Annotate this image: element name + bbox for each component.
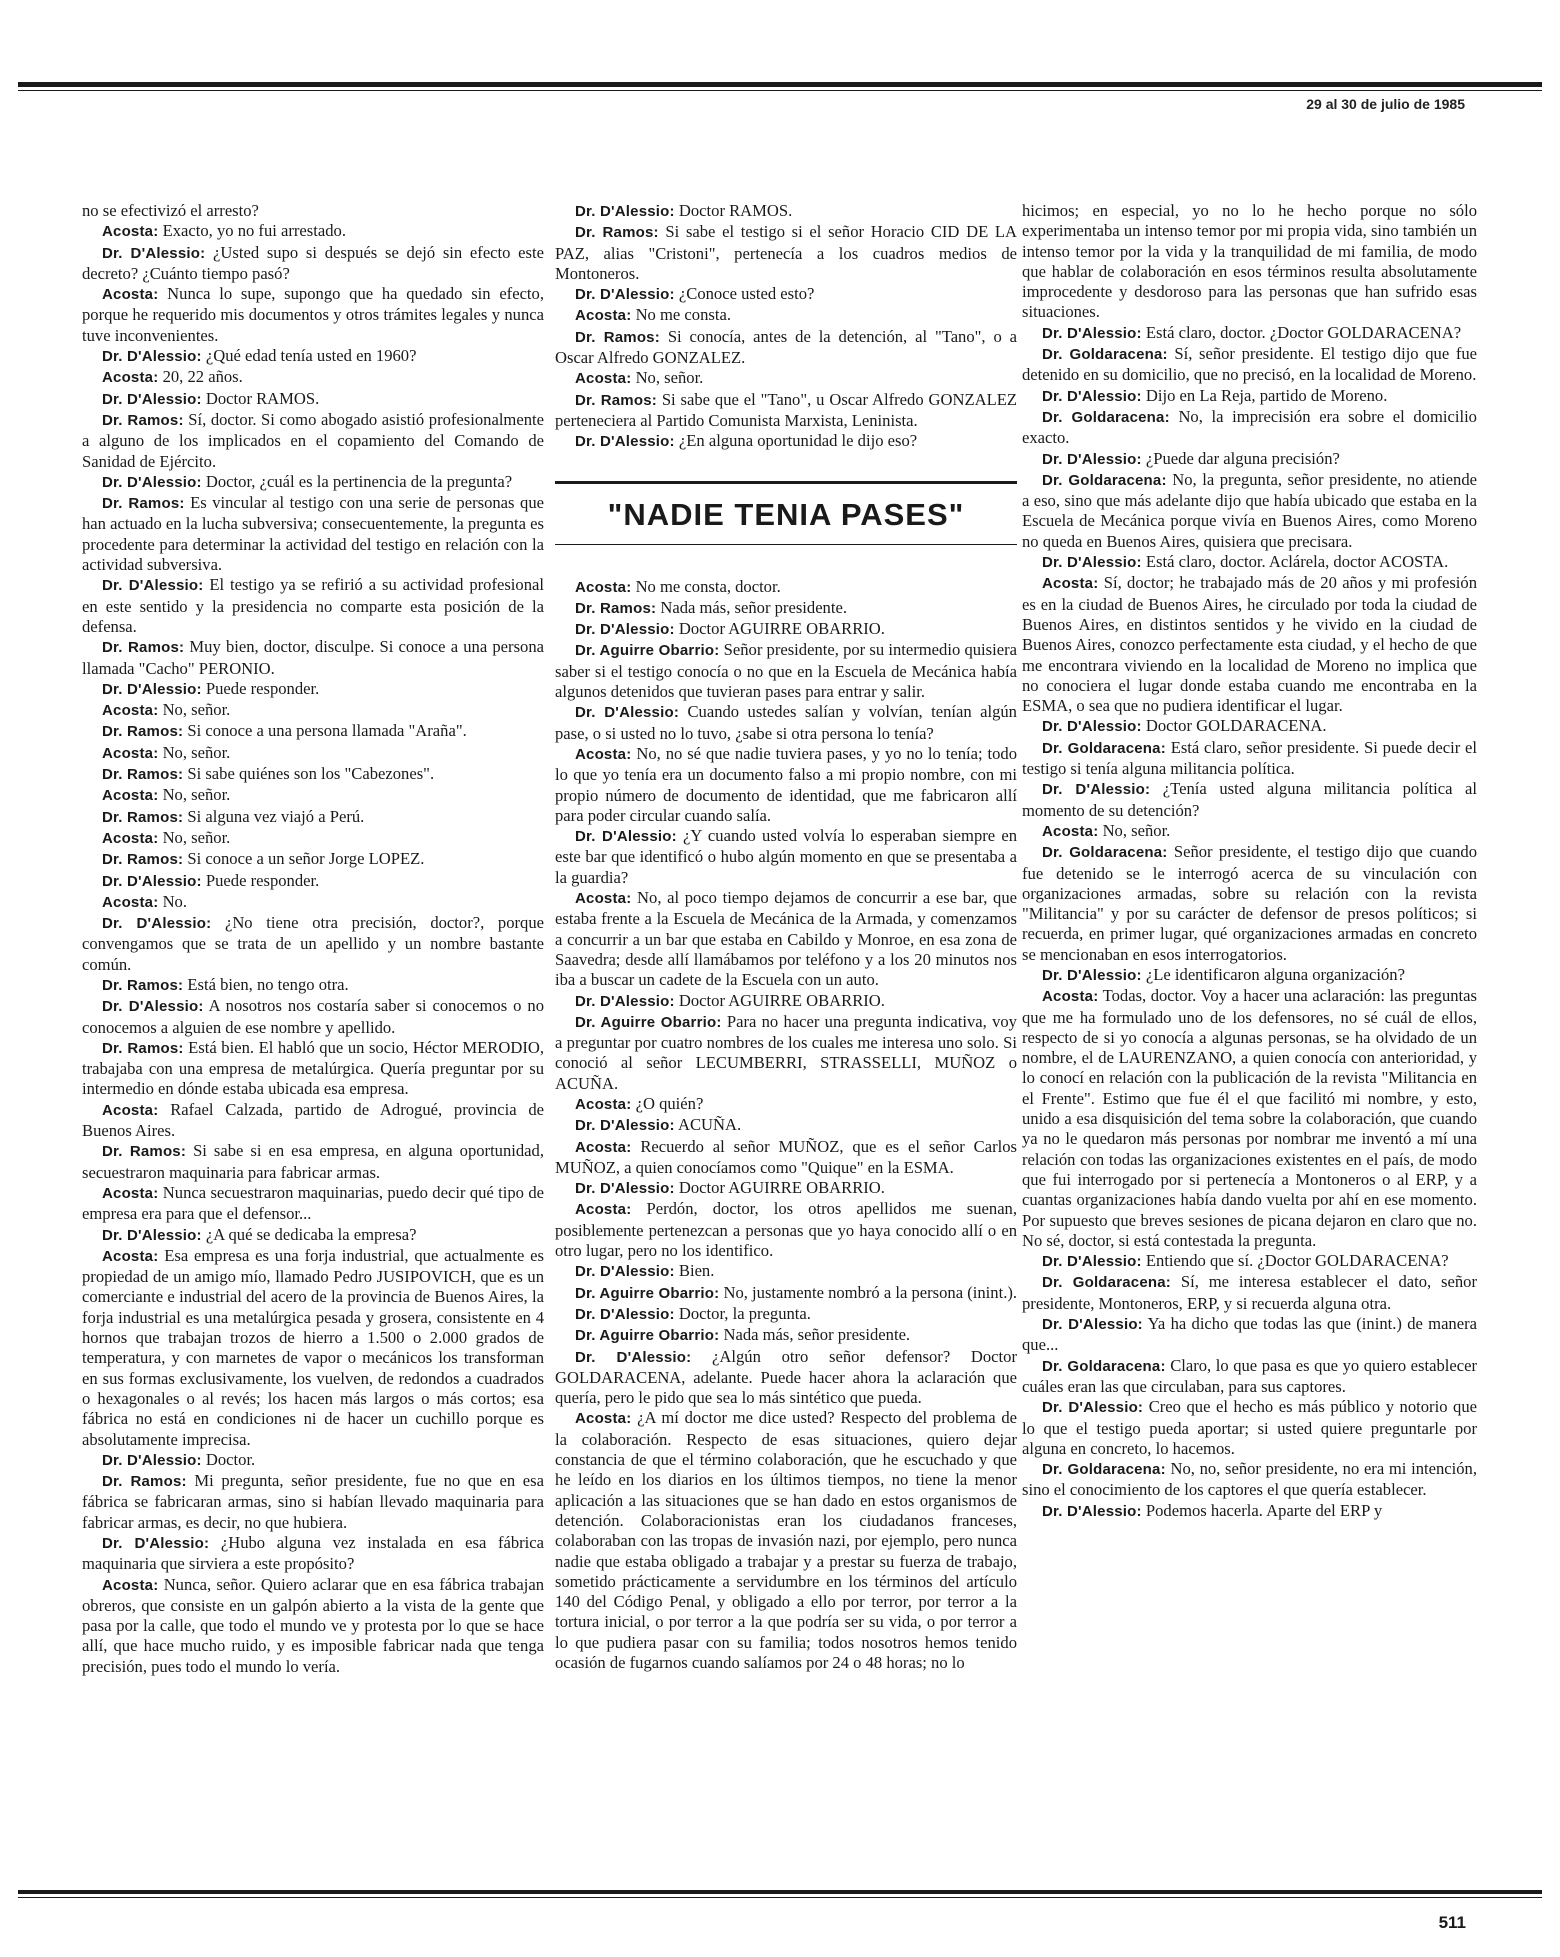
section-headline: "NADIE TENIA PASES" (607, 496, 965, 532)
transcript-paragraph (82, 1246, 544, 1450)
speaker-label: Dr. D'Alessio: (575, 621, 675, 639)
speech-text: Sí, me interesa establecer el dato, señor presidente, Montoneros, ERP, y si recuerda alguna otra. (1022, 1272, 1477, 1313)
speaker-label: Acosta: (102, 1576, 159, 1594)
speaker-label: Dr. D'Alessio: (102, 390, 202, 408)
speaker-label: Dr. Ramos: (102, 976, 184, 994)
transcript-paragraph (1022, 1356, 1477, 1398)
transcript-paragraph (1022, 573, 1477, 716)
transcript-paragraph (82, 1183, 544, 1225)
speaker-label: Dr. Ramos: (575, 328, 660, 346)
header-rule (18, 82, 1542, 87)
speech-text: Entiendo que sí. ¿Doctor GOLDARACENA? (1145, 1251, 1449, 1271)
speaker-label: Acosta: (102, 1101, 159, 1119)
speech-text: No, señor. (162, 700, 231, 720)
transcript-paragraph (555, 431, 1017, 452)
transcript-paragraph (1022, 1459, 1477, 1501)
speaker-label: Dr. D'Alessio: (575, 1117, 675, 1135)
transcript-paragraph (82, 1100, 544, 1142)
transcript-paragraph (82, 367, 544, 388)
transcript-paragraph (82, 1141, 544, 1183)
transcript-paragraph (555, 640, 1017, 702)
speech-text: ¿En alguna oportunidad le dijo eso? (678, 431, 918, 451)
footer-rule-thin (18, 1897, 1542, 1898)
speech-text: Claro, lo que pasa es que yo quiero establecer cuáles eran las que circulaban, para sus captores. (1022, 1355, 1477, 1396)
speaker-label: Acosta: (102, 223, 159, 241)
transcript-paragraph (1022, 965, 1477, 986)
section-headline-box (555, 481, 1017, 545)
transcript-paragraph (1022, 201, 1477, 323)
speaker-label: Dr. Ramos: (102, 851, 184, 869)
transcript-paragraph (82, 975, 544, 996)
transcript-paragraph (82, 575, 544, 637)
speaker-label: Dr. Ramos: (102, 1039, 184, 1057)
footer-rule (18, 1890, 1542, 1894)
speech-text: ¿O quién? (635, 1093, 704, 1113)
speech-text: No, señor. (1102, 820, 1171, 840)
speaker-label: Dr. D'Alessio: (1042, 1253, 1142, 1271)
transcript-paragraph (82, 849, 544, 870)
speech-text: Puede responder. (205, 870, 320, 890)
speaker-label: Acosta: (102, 1247, 159, 1265)
speech-text: Rafael Calzada, partido de Adrogué, provincia de Buenos Aires. (82, 1099, 544, 1141)
speech-text: Para no hacer una pregunta indicativa, voy a preguntar por cuatro nombres de los cuales me interesa uno solo. Si conoció al señor LECUMBERRI, STRASSELLI, MUÑOZ o ACUÑA. (555, 1011, 1017, 1093)
speech-text: Si conoce a una persona llamada "Araña". (187, 721, 467, 741)
speech-text: Si conocía, antes de la detención, al "Tano", o a Oscar Alfredo GONZALEZ. (555, 326, 1017, 368)
speaker-label: Dr. D'Alessio: (1042, 966, 1142, 984)
transcript-paragraph (1022, 716, 1477, 737)
transcript-paragraph (82, 472, 544, 493)
speaker-label: Dr. Goldaracena: (1042, 1274, 1171, 1292)
speech-text: ¿Hubo alguna vez instalada en esa fábrica maquinaria que sirviera a este propósito? (82, 1533, 544, 1574)
speaker-label: Dr. Goldaracena: (1042, 739, 1166, 757)
transcript-paragraph (555, 888, 1017, 990)
transcript-paragraph (1022, 344, 1477, 386)
speech-text: No, la pregunta, señor presidente, no atiende a eso, sino que más adelante dijo que había ubicado que estaba en la Escuela de Mecánica porque vivía en Buenos Aires, como Moreno no queda en Buenos Aires, quisiera que precisara. (1022, 469, 1477, 551)
transcript-paragraph (1022, 842, 1477, 965)
speaker-label: Dr. Ramos: (102, 495, 185, 513)
speaker-label: Dr. D'Alessio: (102, 577, 204, 595)
speaker-label: Acosta: (575, 1410, 632, 1428)
speech-text: ¿Le identificaron alguna organización? (1145, 964, 1405, 984)
transcript-paragraph (555, 991, 1017, 1012)
speech-text: No, la imprecisión era sobre el domicilio exacto. (1022, 406, 1477, 448)
speech-text: Sí, doctor. Si como abogado asistió profesionalmente a alguno de los implicados en el copamiento del Comando de Sanidad de Ejército. (82, 409, 544, 471)
speech-text: No, señor. (162, 785, 231, 805)
header-rule-thin (18, 90, 1542, 91)
speaker-label: Dr. Goldaracena: (1042, 346, 1168, 364)
transcript-paragraph (555, 368, 1017, 389)
transcript-paragraph (1022, 1314, 1477, 1356)
transcript-paragraph (555, 577, 1017, 598)
speech-text: Doctor AGUIRRE OBARRIO. (678, 1178, 885, 1198)
transcript-paragraph (82, 243, 544, 285)
speech-text: No, no sé que nadie tuviera pases, y yo no lo tenía; todo lo que yo tenía era un documento falso a mi propio nombre, con mi propio número de documento de identidad, que me fabricaron allí para poder circular cuando salía. (555, 743, 1017, 825)
transcript-paragraph (555, 284, 1017, 305)
speaker-label: Dr. D'Alessio: (575, 828, 677, 846)
speaker-label: Dr. Ramos: (102, 766, 184, 784)
speech-text: Podemos hacerla. Aparte del ERP y (1145, 1500, 1383, 1520)
transcript-paragraph (555, 1137, 1017, 1179)
transcript-paragraph (1022, 986, 1477, 1251)
speech-text: Exacto, yo no fui arrestado. (162, 221, 346, 241)
transcript-paragraph (1022, 1501, 1477, 1522)
speaker-label: Dr. Ramos: (575, 224, 659, 242)
transcript-paragraph (555, 327, 1017, 369)
transcript-paragraph (82, 721, 544, 742)
speaker-label: Acosta: (1042, 575, 1099, 593)
speaker-label: Dr. Ramos: (575, 391, 657, 409)
speech-text: Creo que el hecho es más público y notorio que lo que el testigo pueda aportar; si usted quiere preguntarle por alguna en concreto, lo hacemos. (1022, 1397, 1477, 1458)
speech-text: No, no, señor presidente, no era mi intención, sino el conocimiento de los captores el que quería establecer. (1022, 1459, 1477, 1500)
transcript-paragraph (82, 1450, 544, 1471)
speaker-label: Dr. Ramos: (102, 723, 184, 741)
speech-text: Nunca, señor. Quiero aclarar que en esa fábrica trabajan obreros, que consiste en un galpón abierto a la vista de la gente que pasa por la calle, que todo el mundo ve y protesta por lo que se hace allí, que hace mucho ruido, y es imposible fabricar nada que tenga precisión, pues todo el mundo lo vería. (82, 1574, 544, 1676)
speaker-label: Dr. D'Alessio: (102, 915, 212, 933)
speaker-label: Dr. D'Alessio: (102, 1535, 210, 1552)
transcript-paragraph (82, 221, 544, 242)
speech-text: No, señor. (162, 827, 231, 847)
speaker-label: Dr. Aguirre Obarrio: (575, 642, 720, 660)
speech-text: ¿A mí doctor me dice usted? Respecto del problema de la colaboración. Respecto de esas situaciones, quiero dejar constancia de que el término colaboración, que he escuchado y que he leído en los diarios en los últimos tiempos, no tiene la menor aplicación a las situaciones que se han dado en estos organismos de detención. Colaboracionistas eran los ciudadanos franceses, colaboraban con las tropas de invasión nazi, por ejemplo, pero nunca nadie que estaba obligado a trabajar y a prestar su fuerza de trabajo, sometido prácticamente a servidumbre en los términos del artículo 140 del Código Penal, y obligado a ello por terror, por terror a la tortura inicial, o por terror a la que podría ser su vida, o por terror a lo que pudiera pasar con su familia; todos nosotros hemos tenido ocasión de fugarnos cuando salíamos por 24 o 48 horas; no lo (555, 1408, 1017, 1672)
speaker-label: Acosta: (575, 307, 632, 325)
speech-text: Sí, doctor; he trabajado más de 20 años y mi profesión es en la ciudad de Buenos Aires, he circulado por toda la ciudad de Buenos Aires, en distintos sentidos y he vivido en la ciudad de Buenos Aires, conozco perfectamente esta ciudad, y el hecho de que me encontrara viviendo en la localidad de Moreno no implica que no conociera el lugar donde estaba cuando me encontraba en la ESMA, o sea que no pudiera identificar el lugar. (1022, 573, 1477, 716)
speaker-label: Acosta: (102, 893, 159, 911)
speech-text: ¿Puede dar alguna precisión? (1145, 448, 1340, 468)
transcript-paragraph (82, 1225, 544, 1246)
speaker-label: Dr. D'Alessio: (102, 872, 202, 890)
transcript-paragraph (82, 892, 544, 913)
column-2-top (555, 201, 1017, 453)
transcript-paragraph (82, 1038, 544, 1100)
speaker-label: Acosta: (575, 578, 632, 596)
speaker-label: Dr. Goldaracena: (1042, 1461, 1166, 1479)
transcript-paragraph (82, 679, 544, 700)
transcript-paragraph (555, 1325, 1017, 1346)
speaker-label: Dr. Ramos: (102, 1473, 187, 1491)
speaker-label: Acosta: (102, 286, 159, 304)
speech-text: Doctor AGUIRRE OBARRIO. (678, 990, 885, 1010)
speech-text: ¿Qué edad tenía usted en 1960? (205, 346, 417, 366)
speech-text: Si sabe quiénes son los "Cabezones". (187, 764, 435, 784)
transcript-paragraph (82, 828, 544, 849)
speaker-label: Acosta: (575, 890, 632, 908)
speaker-label: Acosta: (102, 702, 159, 720)
speech-text: Doctor AGUIRRE OBARRIO. (678, 619, 885, 639)
headline-rule-bottom (555, 544, 1017, 545)
transcript-paragraph (555, 1012, 1017, 1094)
speech-text: A nosotros nos costaría saber si conocemos o no conocemos a alguien de ese nombre y apellido. (82, 996, 544, 1037)
speaker-label: Dr. Ramos: (102, 1143, 187, 1161)
speaker-label: Dr. D'Alessio: (575, 1263, 675, 1281)
speech-text: Nunca lo supe, supongo que ha quedado sin efecto, porque he requerido mis documentos y otros trámites legales y nunca tuve inconvenientes. (82, 284, 544, 345)
speech-text: Todas, doctor. Voy a hacer una aclaración: las preguntas que me ha formulado uno de los defensores, no sé cuál de ellos, respecto de si yo conocía a algunas personas, se ha olvidado de un nombre, el de LAURENZANO, a quien conocía con anterioridad, y lo conocí en relación con la publicación de la revista "Militancia en el Frente". Estimo que fue él el que facilitó mi nombre, y esto, unido a esa disquisición del tema sobre la colaboración, que cuando ya no le quedaron más personas por nombrar me inventó a mí una relación con todas las organizaciones existentes en el país, de modo que fui interrogado por si pertenecía a Montoneros o al ERP, y a cuantas organizaciones había dando vuelta por ahí en ese momento. Por supuesto que breves sesiones de picana dejaron en claro que no. No sé, doctor, si está contestada la pregunta. (1022, 986, 1477, 1250)
speech-text: Está bien, no tengo otra. (187, 974, 349, 994)
transcript-paragraph (1022, 407, 1477, 449)
speech-text: Está bien. El habló que un socio, Héctor MERODIO, trabajaba con una empresa de metalúrgica. Quería preguntar por su intermedio en dónde estaba ubicada esa empresa. (82, 1037, 544, 1099)
column-1 (82, 201, 544, 1677)
speech-text: Si conoce a un señor Jorge LOPEZ. (187, 849, 425, 869)
speaker-label: Dr. Goldaracena: (1042, 408, 1170, 426)
transcript-paragraph (555, 1408, 1017, 1673)
speaker-label: Acosta: (1042, 988, 1099, 1006)
speech-text: Si alguna vez viajó a Perú. (187, 806, 365, 826)
transcript-paragraph (82, 346, 544, 367)
transcript-paragraph (1022, 1272, 1477, 1314)
speech-text: ACUÑA. (677, 1115, 742, 1135)
speech-text: No. (162, 891, 188, 911)
speech-text: Doctor RAMOS. (205, 388, 320, 408)
speech-text: Dijo en La Reja, partido de Moreno. (1145, 385, 1388, 405)
speech-text: Es vincular al testigo con una serie de personas que han actuado en la lucha subversiva; consecuentemente, la pregunta es procedente para determinar la actividad del testigo en relación con la actividad subversiva. (82, 493, 544, 575)
transcript-paragraph (82, 1471, 544, 1533)
speech-text: El testigo ya se refirió a su actividad profesional en este sentido y la presidencia no comparte esta posición de la defensa. (82, 575, 544, 636)
speaker-label: Acosta: (575, 745, 632, 763)
speaker-label: Dr. Goldaracena: (1042, 471, 1167, 489)
transcript-paragraph (82, 201, 544, 221)
speaker-label: Acosta: (102, 787, 159, 805)
transcript-paragraph (555, 1347, 1017, 1409)
speech-text: Mi pregunta, señor presidente, fue no que en esa fábrica se fabricaran armas, sino si habían llevado maquinaria para fabricar armas, es decir, no que hubiera. (82, 1471, 544, 1532)
speech-text: Muy bien, doctor, disculpe. Si conoce a una persona llamada "Cacho" PERONIO. (82, 637, 544, 678)
speaker-label: Dr. D'Alessio: (575, 203, 675, 220)
speech-text: ¿A qué se dedicaba la empresa? (205, 1224, 417, 1244)
speaker-label: Acosta: (575, 1095, 632, 1113)
speech-text: No, señor. (162, 742, 231, 762)
transcript-paragraph (1022, 386, 1477, 407)
speech-text: hicimos; en especial, yo no lo he hecho porque no sólo experimentaba un intenso temor por mi propia vida, sino también un intenso temor por la vida y la tranquilidad de mi familia, de modo que hablar de colaboración en esos términos resulta absolutamente improcedente y desdoroso para las personas que han sufrido esas situaciones. (1022, 201, 1477, 322)
speech-text: Si sabe si en esa empresa, en alguna oportunidad, secuestraron maquinaria para fabricar armas. (82, 1141, 544, 1182)
speech-text: ¿Tenía usted alguna militancia política al momento de su detención? (1022, 779, 1478, 820)
transcript-paragraph (82, 284, 544, 346)
speech-text: Sí, señor presidente. El testigo dijo que fue detenido en su domicilio, que no precisó, en la localidad de Moreno. (1022, 344, 1478, 385)
speech-text: ¿Usted supo si después se dejó sin efecto este decreto? ¿Cuánto tiempo pasó? (82, 242, 544, 283)
transcript-paragraph (555, 826, 1017, 888)
speech-text: No, señor. (635, 368, 704, 388)
column-2 (555, 201, 1017, 1673)
transcript-paragraph (82, 913, 544, 975)
transcript-paragraph (555, 1094, 1017, 1115)
transcript-paragraph (555, 702, 1017, 744)
speaker-label: Dr. D'Alessio: (575, 704, 680, 722)
speaker-label: Dr. Ramos: (102, 411, 184, 429)
speech-text: ¿No tiene otra precisión, doctor?, porque convengamos que se trata de un apellido y un nombre bastante común. (82, 913, 544, 974)
speech-text: Doctor RAMOS. (678, 201, 793, 220)
speech-text: Señor presidente, por su intermedio quisiera saber si el testigo conocía o no que en la Escuela de Mecánica había algunos detenidos que tuvieran pases para entrar y salir. (555, 640, 1017, 702)
transcript-paragraph (555, 744, 1017, 826)
speaker-label: Dr. D'Alessio: (575, 1348, 692, 1366)
transcript-paragraph (555, 1283, 1017, 1304)
transcript-paragraph (82, 1533, 544, 1575)
speaker-label: Dr. D'Alessio: (102, 348, 202, 366)
page-number: 511 (1438, 1913, 1466, 1932)
speaker-label: Dr. D'Alessio: (1042, 718, 1142, 736)
header-date: 29 al 30 de julio de 1985 (1306, 96, 1465, 112)
speech-text: Está claro, señor presidente. Si puede decir el testigo si tenía alguna militancia política. (1022, 737, 1477, 779)
transcript-paragraph (1022, 738, 1477, 780)
speech-text: Recuerdo al señor MUÑOZ, que es el señor Carlos MUÑOZ, a quien conocíamos como "Quique" en la ESMA. (555, 1136, 1017, 1177)
speech-text: No me consta. (635, 305, 731, 325)
speech-text: Bien. (678, 1261, 715, 1281)
speech-text: No, al poco tiempo dejamos de concurrir a ese bar, que estaba frente a la Escuela de Mecánica de la Armada, y comenzamos a concurrir a un bar que estaba en Cabildo y Monroe, en esa zona de Saavedra; desde allí llamábamos por teléfono y a los 20 minutos nos iba a buscar un cadete de la Escuela con un auto. (555, 888, 1017, 990)
speaker-label: Dr. D'Alessio: (575, 992, 675, 1010)
speech-text: Ya ha dicho que todas las que (inint.) de manera que... (1022, 1314, 1477, 1355)
speech-text: Nada más, señor presidente. (723, 1325, 911, 1345)
speech-text: Cuando ustedes salían y volvían, tenían algún pase, o si usted no lo tuvo, ¿sabe si otra persona lo tenía? (555, 702, 1017, 743)
speaker-label: Acosta: (102, 829, 159, 847)
speech-text: No me consta, doctor. (635, 576, 781, 596)
transcript-paragraph (555, 222, 1017, 284)
transcript-paragraph (82, 637, 544, 679)
speaker-label: Dr. Ramos: (102, 808, 184, 826)
speaker-label: Dr. D'Alessio: (102, 473, 202, 491)
speaker-label: Dr. D'Alessio: (1042, 324, 1142, 342)
transcript-paragraph (82, 807, 544, 828)
speaker-label: Acosta: (1042, 822, 1099, 840)
transcript-paragraph (555, 390, 1017, 432)
speaker-label: Dr. D'Alessio: (1042, 387, 1142, 405)
transcript-paragraph (555, 1115, 1017, 1136)
speaker-label: Dr. Aguirre Obarrio: (575, 1284, 720, 1302)
speaker-label: Dr. D'Alessio: (1042, 1502, 1142, 1520)
speech-text: Perdón, doctor, los otros apellidos me suenan, posiblemente pertenezcan a personas que yo haya conocido allí o en otro lugar, pero no los identifico. (555, 1199, 1017, 1261)
transcript-paragraph (82, 1575, 544, 1677)
speech-text: Doctor, ¿cuál es la pertinencia de la pregunta? (205, 471, 513, 491)
speaker-label: Dr. D'Alessio: (102, 244, 206, 262)
speaker-label: Dr. D'Alessio: (102, 1226, 202, 1244)
speech-text: No, justamente nombró a la persona (inint.). (723, 1282, 1018, 1302)
transcript-paragraph (1022, 1397, 1477, 1459)
speaker-label: Dr. Ramos: (575, 599, 657, 617)
transcript-paragraph (1022, 1251, 1477, 1272)
speech-text: Está claro, doctor. ¿Doctor GOLDARACENA? (1145, 322, 1462, 342)
speech-text: ¿Y cuando usted volvía lo esperaban siempre en este bar que identificó o hubo algún momento en que se presentaba a la guardia? (555, 826, 1018, 887)
transcript-paragraph (555, 598, 1017, 619)
transcript-paragraph (555, 1304, 1017, 1325)
speaker-label: Dr. D'Alessio: (1042, 1316, 1143, 1334)
speaker-label: Dr. Aguirre Obarrio: (575, 1013, 722, 1031)
transcript-paragraph (555, 201, 1017, 222)
speech-text: Si sabe el testigo si el señor Horacio CID DE LA PAZ, alias "Cristoni", pertenecía a los cuadros medios de Montoneros. (555, 222, 1017, 283)
speaker-label: Dr. D'Alessio: (575, 433, 675, 451)
transcript-paragraph (1022, 323, 1477, 344)
transcript-paragraph (555, 1178, 1017, 1199)
speaker-label: Dr. D'Alessio: (1042, 781, 1151, 799)
transcript-paragraph (82, 743, 544, 764)
speaker-label: Dr. D'Alessio: (102, 998, 204, 1016)
transcript-paragraph (1022, 821, 1477, 842)
speaker-label: Dr. D'Alessio: (575, 1305, 675, 1323)
speaker-label: Dr. D'Alessio: (102, 680, 202, 698)
transcript-paragraph (1022, 470, 1477, 552)
transcript-paragraph (82, 764, 544, 785)
speaker-label: Acosta: (102, 1184, 159, 1202)
transcript-paragraph (555, 619, 1017, 640)
transcript-paragraph (82, 871, 544, 892)
speech-text: Nada más, señor presidente. (660, 597, 847, 617)
speaker-label: Dr. Goldaracena: (1042, 1357, 1166, 1375)
speech-text: Doctor, la pregunta. (678, 1303, 811, 1323)
speaker-label: Acosta: (575, 1138, 632, 1156)
transcript-paragraph (1022, 449, 1477, 470)
speaker-label: Acosta: (575, 370, 632, 388)
speaker-label: Acosta: (102, 369, 159, 387)
column-2-bottom (555, 577, 1017, 1674)
transcript-paragraph (82, 700, 544, 721)
speech-text: Puede responder. (205, 678, 320, 698)
speaker-label: Dr. D'Alessio: (1042, 1399, 1144, 1417)
transcript-paragraph (555, 305, 1017, 326)
speaker-label: Dr. D'Alessio: (1042, 554, 1142, 572)
speaker-label: Dr. Goldaracena: (1042, 844, 1168, 862)
transcript-paragraph (82, 785, 544, 806)
speech-text: Doctor. (205, 1449, 256, 1469)
speaker-label: Dr. D'Alessio: (1042, 450, 1142, 468)
transcript-paragraph (1022, 779, 1477, 821)
speech-text: Doctor GOLDARACENA. (1145, 716, 1327, 736)
speaker-label: Dr. D'Alessio: (575, 1180, 675, 1198)
speech-text: Señor presidente, el testigo dijo que cuando fue detenido se le interrogó acerca de su vinculación con organizaciones armadas, sobre su relación con la revista "Militancia" y por su carácter de defensor de presos políticos; si recuerda, en primer lugar, qué organizaciones armadas en concreto se mencionaban en esos interrogatorios. (1022, 842, 1478, 964)
speaker-label: Acosta: (575, 1201, 632, 1219)
speech-text: Esa empresa es una forja industrial, que actualmente es propiedad de un amigo mío, llamado Pedro JUSIPOVICH, que es un comerciante e industrial del acero de la provincia de Buenos Aires, la forja industrial es una metalúrgica pesada y grosera, consistente en 4 hornos que trabajan trozos de hierro a 1.500 o 2.000 grados de temperatura, y con marnetes de vapor o mecánicos los transforman en sus formas exclusivamente, los vuelven, de redondos a cuadrados o hexagonales o al revés; los hacen más largos o más cortos; esa fábrica no está en condiciones ni de hacer un cuchillo porque es absolutamente imprecisa. (82, 1245, 544, 1449)
speech-text: ¿Conoce usted esto? (678, 284, 815, 304)
column-3 (1022, 201, 1477, 1522)
speech-text: no se efectivizó el arresto? (82, 201, 259, 220)
transcript-paragraph (555, 1199, 1017, 1261)
speech-text: Nunca secuestraron maquinarias, puedo decir qué tipo de empresa era para que el defensor... (82, 1182, 544, 1224)
speaker-label: Dr. D'Alessio: (575, 286, 675, 304)
speech-text: ¿Algún otro señor defensor? Doctor GOLDARACENA, adelante. Puede hacer ahora la aclaración que quería, pero le pido que sea lo más sintético que pueda. (555, 1346, 1017, 1408)
transcript-paragraph (82, 493, 544, 575)
speaker-label: Dr. Ramos: (102, 639, 185, 657)
speaker-label: Dr. Aguirre Obarrio: (575, 1327, 720, 1345)
speech-text: Si sabe que el "Tano", u Oscar Alfredo GONZALEZ perteneciera al Partido Comunista Marxista, Leninista. (555, 389, 1017, 430)
speech-text: 20, 22 años. (162, 367, 243, 387)
transcript-paragraph (555, 1261, 1017, 1282)
speaker-label: Acosta: (102, 744, 159, 762)
transcript-paragraph (82, 410, 544, 472)
transcript-paragraph (82, 389, 544, 410)
transcript-paragraph (1022, 552, 1477, 573)
transcript-paragraph (82, 996, 544, 1038)
speech-text: Está claro, doctor. Aclárela, doctor ACOSTA. (1145, 552, 1449, 572)
speaker-label: Dr. D'Alessio: (102, 1451, 202, 1469)
